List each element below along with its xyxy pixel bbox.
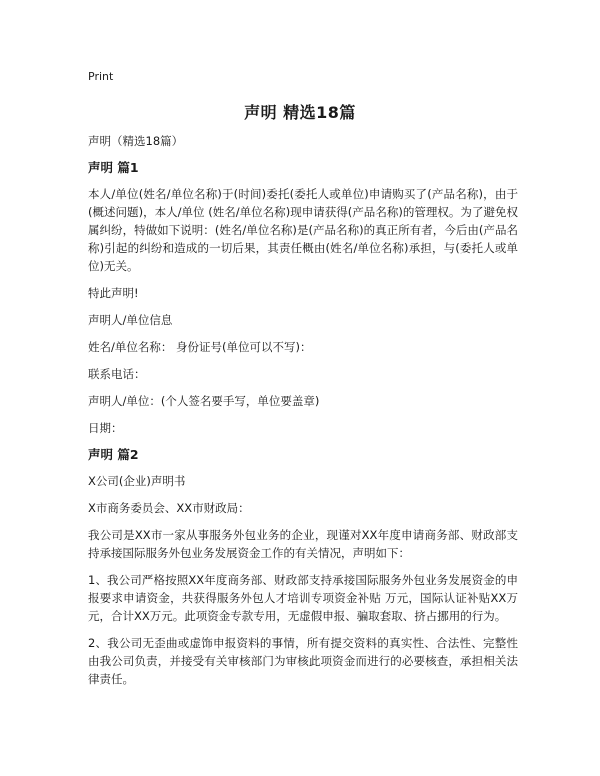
paragraph: 声明人/单位：(个人签名要手写，单位要盖章) — [88, 394, 320, 408]
paragraph: 日期： — [88, 421, 123, 435]
document-body — [88, 132, 518, 697]
paragraph: 我公司是XX市一家从事服务外包业务的企业，现谨对XX年度申请商务部、财政部支持承接国际服务外包业务发展资金工作的有关情况，声明如下： — [88, 528, 518, 560]
page-title: 声明 精选18篇 — [244, 103, 356, 122]
paragraph: 2、我公司无歪曲或虚饰申报资料的事情，所有提交资料的真实性、合法性、完整性由我公司负责，并接受有关审核部门为审核此项资金而进行的必要核查，承担相关法律责任。 — [88, 636, 518, 686]
print-label: Print — [88, 70, 114, 83]
paragraph: 本人/单位(姓名/单位名称)于(时间)委托(委托人或单位)申请购买了(产品名称)，由于(概述问题)，本人/单位 (姓名/单位名称)现申请获得(产品名称)的管理权。为了避免权属纠纷，特做如下说明：(姓名/单位名称)是(产品名称)的真正所有者，今后由(产品名称)引起的纠纷和造成的一切后果，其责任概由(姓名/单位名称)承担，与(委托人或单位)无关。 — [88, 187, 518, 273]
section-heading-1: 声明 篇1 — [88, 160, 139, 175]
section-heading-2: 声明 篇2 — [88, 447, 139, 462]
paragraph: X公司(企业)声明书 — [88, 474, 186, 488]
paragraph: 姓名/单位名称： 身份证号(单位可以不写)： — [88, 340, 312, 354]
paragraph: 联系电话： — [88, 367, 146, 381]
paragraph: X市商务委员会、XX市财政局： — [88, 501, 250, 515]
paragraph: 声明人/单位信息 — [88, 313, 173, 327]
document-subtitle: 声明（精选18篇） — [88, 134, 184, 148]
paragraph: 1、我公司严格按照XX年度商务部、财政部支持承接国际服务外包业务发展资金的申报要求申请资金，共获得服务外包人才培训专项资金补贴 万元，国际认证补贴XX万元，合计XX万元。此项资金专款专用，无虚假申报、骗取套取、挤占挪用的行为。 — [88, 573, 518, 623]
paragraph: 特此声明! — [88, 286, 139, 300]
